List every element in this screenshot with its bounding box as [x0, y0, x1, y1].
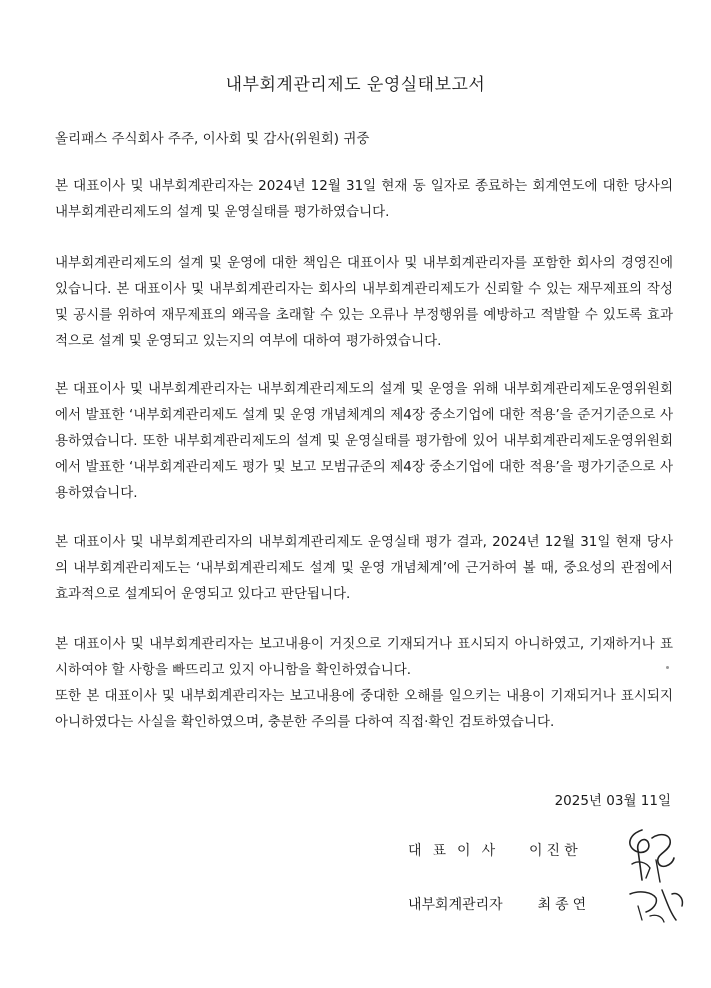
signatory-internal-controller [408, 894, 590, 914]
paragraph-confirmation: 본 대표이사 및 내부회계관리자는 보고내용이 거짓으로 기재되거나 표시되지 아니하였고, 기재하거나 표시하여야 할 사항을 빠뜨리고 있지 아니함을 확인하였습니다. [55, 636, 673, 678]
stray-mark [666, 666, 669, 669]
document-title: 내부회계관리제도 운영실태보고서 [225, 75, 486, 95]
signatory-role: 내부회계관리자 [408, 897, 503, 913]
addressee: 올리패스 주식회사 주주, 이사회 및 감사(위원회) 귀중 [55, 131, 370, 147]
paragraph-criteria: 본 대표이사 및 내부회계관리자는 내부회계관리제도의 설계 및 운영을 위해 내부회계관리제도운영위원회에서 발표한 ‘내부회계관리제도 설계 및 운영 개념체계의 제4장 중소기업에 대한 적용’을 준거기준으로 사용하였습니다. 또한 내부회계관리제도의 설계 및 운영실태를 평가함에 있어 내부회계관리제도운영위원회에서 발표한 ‘내부회계관리제도 평가 및 보고 모범규준의 제4장 중소기업에 대한 적용’을 평가기준으로 사용하였습니다. [55, 381, 673, 501]
paragraph-additional-confirmation: 또한 본 대표이사 및 내부회계관리자는 보고내용에 중대한 오해를 일으키는 내용이 기재되거나 표시되지 아니하였다는 사실을 확인하였으며, 충분한 주의를 다하여 직접·확인 검토하였습니다. [55, 688, 673, 730]
paragraph-responsibility: 내부회계관리제도의 설계 및 운영에 대한 책임은 대표이사 및 내부회계관리자를 포함한 회사의 경영진에 있습니다. 본 대표이사 및 내부회계관리자는 회사의 내부회계관리제도가 신뢰할 수 있는 재무제표의 작성 및 공시를 위하여 재무제표의 왜곡을 초래할 수 있는 오류나 부정행위를 예방하고 적발할 수 있도록 효과적으로 설계 및 운영되고 있는지의 여부에 대하여 평가하였습니다. [55, 255, 673, 349]
handwritten-signature [612, 820, 692, 930]
signatory-role: 대표이사 [408, 843, 507, 859]
report-date: 2025년 03월 11일 [554, 793, 671, 809]
paragraph-scope: 본 대표이사 및 내부회계관리자는 2024년 12월 31일 현재 동 일자로 종료하는 회계연도에 대한 당사의 내부회계관리제도의 설계 및 운영실태를 평가하였습니다. [55, 178, 673, 220]
paragraph-conclusion: 본 대표이사 및 내부회계관리자의 내부회계관리제도 운영실태 평가 결과, 2024년 12월 31일 현재 당사의 내부회계관리제도는 ‘내부회계관리제도 설계 및 운영 개념체계’에 근거하여 볼 때, 중요성의 관점에서 효과적으로 설계되어 운영되고 있다고 판단됩니다. [55, 534, 673, 602]
signatory-name: 이진한 [529, 843, 582, 859]
signatory-name: 최종연 [537, 897, 591, 913]
signatory-ceo [408, 840, 582, 860]
